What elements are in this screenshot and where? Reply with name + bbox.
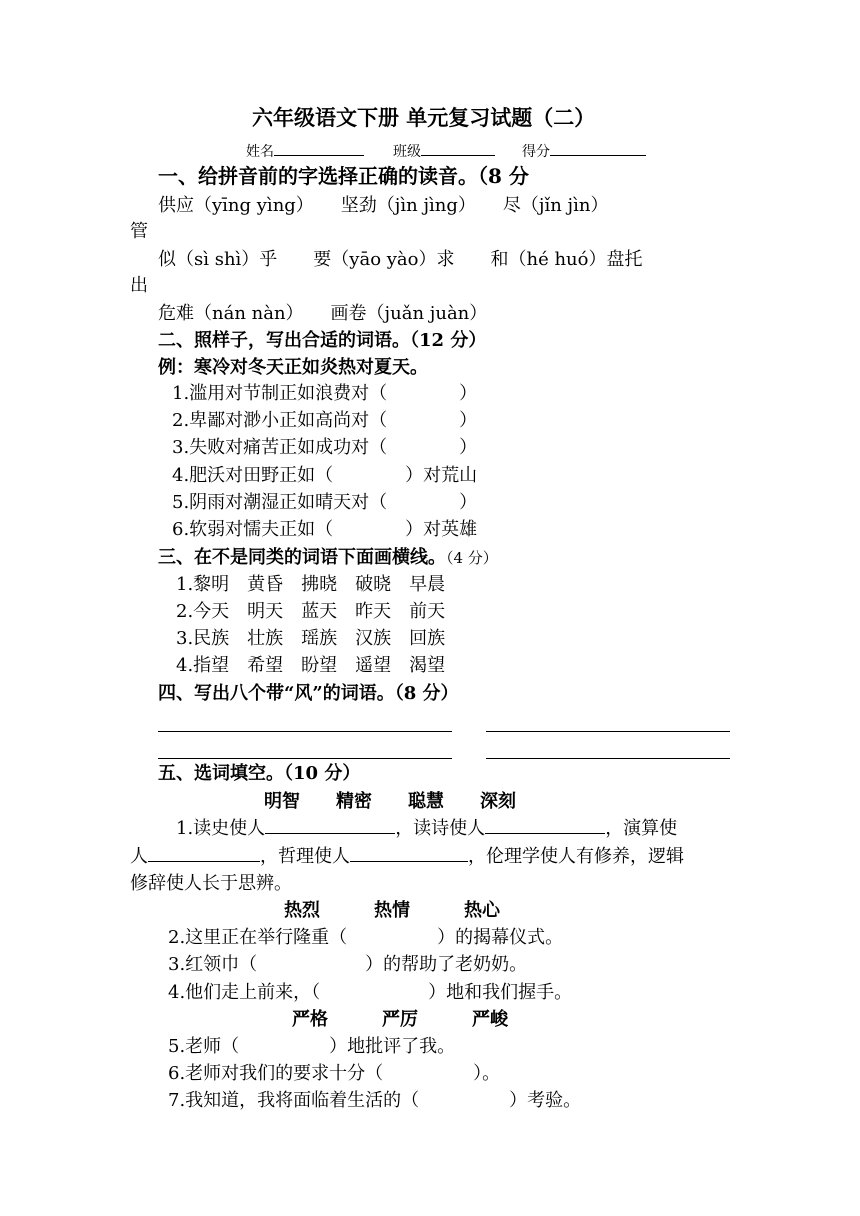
fill-blank[interactable] bbox=[148, 847, 260, 862]
s3-item-1: 1.黎明 黄昏 拂晓 破晓 早晨 bbox=[176, 574, 446, 595]
answer-line-1[interactable] bbox=[158, 731, 452, 732]
name-field bbox=[246, 141, 364, 162]
section-2-heading: 二、照样子，写出合适的词语。（12 分） bbox=[158, 330, 487, 351]
s5-item-5: 5.老师（ ）地批评了我。 bbox=[168, 1036, 456, 1057]
s1-row-1: 供应（yīng yìng） 坚劲（jìn jìng） 尽（jǐn jìn） bbox=[158, 195, 609, 216]
section-5-heading: 五、选词填空。（10 分） bbox=[158, 763, 361, 784]
s5-text: ，哲理使人 bbox=[260, 846, 350, 867]
section-3-heading: 三、在不是同类的词语下面画横线。 bbox=[158, 547, 446, 568]
section-1-heading: 一、给拼音前的字选择正确的读音。（8 分 bbox=[158, 164, 529, 188]
score-field bbox=[522, 141, 646, 162]
section-4-heading: 四、写出八个带“风”的词语。（8 分） bbox=[158, 683, 459, 704]
fill-blank[interactable] bbox=[350, 847, 468, 862]
score-label: 得分 bbox=[522, 144, 550, 160]
s5-item-4: 4.他们走上前来，（ ）地和我们握手。 bbox=[168, 982, 573, 1003]
s3-item-4: 4.指望 希望 盼望 遥望 渴望 bbox=[176, 655, 446, 676]
s5-item-3: 3.红领巾（ ）的帮助了老奶奶。 bbox=[168, 954, 528, 975]
s2-item-5: 5.阴雨对潮湿正如晴天对（ ） bbox=[172, 492, 478, 513]
class-blank[interactable] bbox=[421, 141, 495, 156]
s1-row-1-wrap: 管 bbox=[130, 221, 148, 242]
answer-line-4[interactable] bbox=[486, 758, 730, 759]
s5-text: ，演算使 bbox=[605, 818, 678, 839]
answer-line-3[interactable] bbox=[158, 758, 452, 759]
s5-word-choices-1: 明智 精密 聪慧 深刻 bbox=[264, 791, 516, 812]
s5-paragraph-line-1 bbox=[176, 817, 677, 841]
s5-text: 人 bbox=[130, 846, 148, 867]
s2-item-4: 4.肥沃对田野正如（ ）对荒山 bbox=[172, 465, 478, 486]
name-blank[interactable] bbox=[274, 141, 364, 156]
section-3-heading-row bbox=[158, 546, 498, 570]
s5-text: ，读诗使人 bbox=[395, 818, 486, 839]
s5-text: ，伦理学使人有修养，逻辑 bbox=[468, 846, 684, 867]
class-field bbox=[393, 141, 495, 162]
s3-item-3: 3.民族 壮族 瑶族 汉族 回族 bbox=[176, 628, 446, 649]
class-label: 班级 bbox=[393, 144, 421, 160]
name-label: 姓名 bbox=[246, 144, 274, 160]
page-title: 六年级语文下册 单元复习试题（二） bbox=[252, 105, 596, 130]
s5-item-6: 6.老师对我们的要求十分（ ）。 bbox=[168, 1063, 501, 1084]
s2-item-1: 1.滥用对节制正如浪费对（ ） bbox=[172, 383, 478, 404]
s2-item-3: 3.失败对痛苦正如成功对（ ） bbox=[172, 437, 478, 458]
fill-blank[interactable] bbox=[485, 819, 605, 834]
score-blank[interactable] bbox=[550, 141, 646, 156]
answer-line-2[interactable] bbox=[486, 731, 730, 732]
s5-text: 1.读史使人 bbox=[176, 818, 266, 839]
s1-row-2-wrap: 出 bbox=[130, 275, 148, 296]
s5-paragraph-line-3: 修辞使人长于思辨。 bbox=[130, 873, 292, 894]
s1-row-3: 危难（nán nàn） 画卷（juǎn juàn） bbox=[158, 303, 488, 324]
s3-item-2: 2.今天 明天 蓝天 昨天 前天 bbox=[176, 601, 446, 622]
s5-item-7: 7.我知道，我将面临着生活的（ ）考验。 bbox=[168, 1090, 582, 1111]
s5-item-2: 2.这里正在举行隆重（ ）的揭幕仪式。 bbox=[168, 927, 564, 948]
s2-item-2: 2.卑鄙对渺小正如高尚对（ ） bbox=[172, 410, 478, 431]
s5-paragraph-line-2 bbox=[130, 845, 684, 869]
s5-word-choices-3: 严格 严厉 严峻 bbox=[292, 1009, 508, 1030]
s2-example: 例：寒冷对冬天正如炎热对夏天。 bbox=[158, 357, 428, 378]
s5-word-choices-2: 热烈 热情 热心 bbox=[284, 900, 500, 921]
s1-row-2: 似（sì shì）乎 要（yāo yào）求 和（hé huó）盘托 bbox=[158, 249, 643, 270]
s2-item-6: 6.软弱对懦夫正如（ ）对英雄 bbox=[172, 519, 478, 540]
fill-blank[interactable] bbox=[265, 819, 395, 834]
section-3-score: （4 分） bbox=[446, 549, 498, 567]
